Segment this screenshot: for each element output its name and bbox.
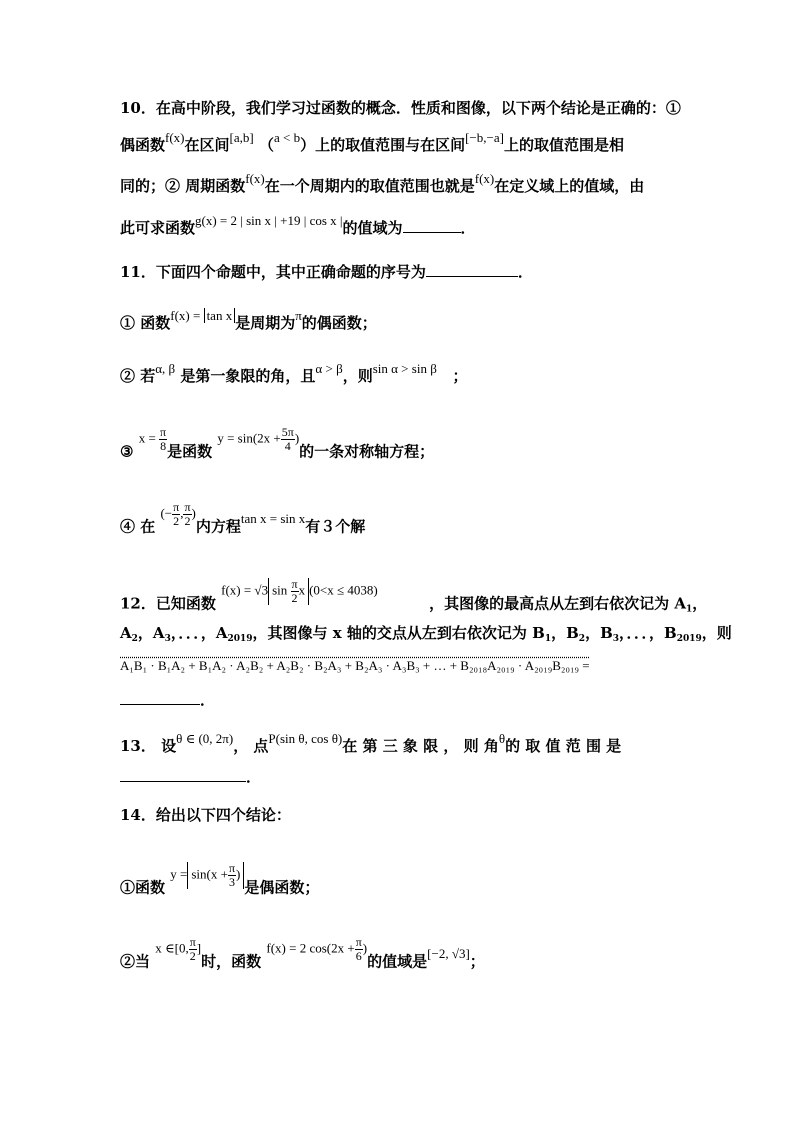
q14-text: ；: [469, 952, 485, 971]
q13-text: ．: [246, 768, 262, 786]
math-fx: f(x): [474, 171, 495, 186]
q14-stem: [120, 805, 291, 825]
q11-text: 是函数: [167, 442, 213, 461]
q13-text: ， 点: [233, 737, 269, 755]
answer-blank[interactable]: [120, 767, 246, 782]
q12-line-2: [120, 623, 732, 649]
math-part: −2, √3: [431, 946, 466, 962]
math-x-eq-pi8: [139, 426, 167, 453]
math-den: 6: [355, 949, 362, 963]
q11-text: 有３个解: [305, 517, 366, 536]
math-interval-pi2: [160, 501, 195, 528]
q10-text: 此可求函数: [120, 219, 196, 237]
q13-line-2: [120, 767, 261, 787]
q11-text: 11．下面四个命题中，其中正确命题的序号为: [120, 263, 426, 281]
math-num: π: [173, 500, 180, 514]
q10-text: 的值域为: [342, 219, 403, 237]
q12-text: A: [152, 624, 165, 642]
q12-line-4: [120, 690, 215, 710]
q10-text: 10．在高中阶段，我们学习过函数的概念．性质和图像，以下两个结论是正确的：①: [120, 99, 681, 117]
math-a-lt-b: a < b: [273, 130, 301, 145]
q11-text: ② 若: [120, 367, 156, 385]
math-tan-eq-sin: tan x = sin x: [240, 511, 306, 527]
math-den: 2: [184, 514, 191, 528]
q10-text: 在区间: [184, 136, 230, 154]
q12-text: 12．已知函数: [120, 594, 216, 613]
math-part: sin: [191, 866, 207, 882]
q11-text: 是周期为: [235, 314, 296, 332]
q12-text: B: [566, 624, 579, 642]
answer-blank[interactable]: [120, 690, 200, 705]
subscript: 2: [578, 634, 586, 644]
math-f-tan: [170, 308, 235, 323]
math-part: (−: [160, 505, 173, 521]
q11-text: 内方程: [195, 517, 241, 536]
math-part: f(x) =: [170, 308, 204, 323]
q10-text: 同的；② 周期函数: [120, 177, 246, 195]
q12-text: ，其图像的最高点从左到右依次记为 A: [429, 594, 686, 613]
math-part: x =: [138, 430, 156, 446]
q13-text: 在 第 三 象 限 ， 则 角: [342, 737, 499, 755]
q11-item-2: [120, 361, 468, 387]
math-part: x: [298, 582, 306, 598]
q11-text: ，则: [342, 367, 373, 385]
q12-text: ，: [692, 594, 708, 613]
math-alpha-beta: α, β: [155, 361, 176, 376]
q11-stem: [120, 262, 533, 282]
math-den: 8: [160, 439, 167, 453]
math-part: ): [191, 505, 196, 521]
q12-text: ，则: [701, 624, 732, 642]
subscript: 1: [544, 634, 552, 644]
math-sin-ineq: sin α > sin β: [372, 361, 437, 376]
q12-text: ，其图像与 x 轴的交点从左到右依次记为 B: [252, 624, 545, 642]
q11-text: 的一条对称轴方程；: [299, 442, 435, 461]
q12-text: B: [600, 624, 613, 642]
answer-blank[interactable]: [403, 218, 461, 233]
q12-text: ，: [551, 624, 567, 642]
math-part: x +: [210, 866, 228, 882]
q11-text: 的偶函数；: [301, 314, 377, 332]
math-theta-range: θ ∈ (0, 2π): [176, 731, 234, 746]
q12-line-1: [120, 577, 708, 619]
math-part: sin: [272, 582, 288, 598]
subscript: 1: [685, 604, 693, 615]
q10-line-2: [120, 130, 624, 156]
math-gx: g(x) = 2 | sin x | +19 | cos x |: [195, 213, 343, 228]
q10-line-3: [120, 171, 645, 197]
math-num: π: [355, 935, 362, 949]
q10-line-4: [120, 213, 476, 239]
q11-text: ．: [517, 263, 533, 281]
q11-item-4: [120, 500, 366, 542]
q10-line-1: [120, 98, 681, 118]
q12-text: A: [120, 624, 132, 642]
math-f-def: [221, 578, 429, 605]
q10-text: ．: [460, 219, 476, 237]
math-part: y =: [170, 866, 188, 882]
subscript: 3: [612, 634, 620, 644]
q10-text: 在一个周期内的取值范围也就是: [264, 177, 475, 195]
math-part: f(x) = 2 cos: [266, 940, 327, 956]
q13-line-1: [120, 731, 622, 757]
q13-text: 13． 设: [120, 737, 177, 755]
math-interval-ab: [a,b]: [229, 130, 254, 145]
q12-line-3: [120, 655, 590, 676]
math-part: 0,: [178, 940, 189, 956]
q12-text: ，．．．，B: [619, 624, 677, 642]
q14-text: 14．给出以下四个结论：: [120, 806, 291, 824]
math-num: π: [160, 425, 167, 439]
math-fx: f(x): [165, 130, 185, 145]
subscript: 2019: [227, 634, 253, 644]
q14-text: 是偶函数；: [244, 878, 320, 897]
math-theta: θ: [498, 731, 506, 746]
q11-text: ① 函数: [120, 314, 171, 332]
math-den: 4: [284, 439, 291, 453]
q10-text: ）上的取值范围与在区间: [300, 136, 466, 154]
math-part: (0<x ≤ 4038): [309, 582, 378, 598]
q14-text: ②当: [120, 952, 151, 971]
q14-item-2: [120, 935, 485, 977]
math-alpha-gt-beta: α > β: [315, 361, 343, 376]
q12-text: ．: [200, 691, 216, 709]
math-num: π: [184, 500, 191, 514]
math-part: ): [294, 430, 300, 446]
math-num: π: [189, 935, 196, 949]
q10-text: （: [258, 136, 274, 154]
math-part: f(x) = √3: [221, 582, 269, 598]
q11-text: ④ 在: [120, 517, 156, 536]
math-part: y = sin(2x +: [217, 430, 281, 446]
math-fx: f(x): [245, 171, 265, 186]
math-den: 2: [173, 514, 180, 528]
q10-text: 偶函数: [120, 136, 166, 154]
q11-text: ；: [452, 367, 468, 385]
math-y-sin: [217, 426, 299, 453]
subscript: 2019: [676, 634, 702, 644]
q12-text: ，．．．，A: [170, 624, 228, 642]
math-part: ,: [180, 505, 184, 521]
math-pi: π: [295, 308, 302, 323]
subscript: 2: [131, 634, 138, 644]
q14-text: ①函数: [120, 878, 166, 897]
subscript: 3: [164, 634, 171, 644]
math-den: 2: [291, 591, 298, 605]
math-num: π: [291, 577, 298, 591]
q14-text: 的值域是: [367, 952, 428, 971]
math-interval-neg: [−b,−a]: [465, 130, 504, 145]
q14-item-1: [120, 861, 320, 903]
q11-text: 是第一象限的角，且: [180, 367, 316, 385]
answer-blank[interactable]: [426, 262, 518, 277]
math-den: 3: [228, 875, 235, 889]
math-vector-sum: A₁B₁ · B₁A₂ + B₁A₂ · A₂B₂ + A₂B₂ · B₂A₃ + B₂A₃ · A₃B₃ + … + B₂₀₁₈A₂₀₁₉ · A₂₀₁₉B₂₀₁₉ =: [120, 658, 590, 673]
q10-text: 上的取值范围是相: [503, 136, 624, 154]
q12-text: ，: [585, 624, 601, 642]
math-f-cos: f(x) = 2 cos(2x + $\frac{\pi}{6}$ ): [266, 935, 368, 963]
math-point-P: P(sin θ, cos θ): [268, 731, 343, 746]
math-num: π: [228, 861, 236, 875]
math-part: x ∈: [155, 940, 175, 956]
q11-item-1: [120, 308, 377, 334]
math-x-interval: x ∈[0, $\frac{\pi}{2}$ ]: [155, 935, 202, 963]
q14-text: 时，函数: [201, 952, 262, 971]
math-den: 2: [189, 949, 196, 963]
q13-text: 的 取 值 范 围 是: [505, 737, 622, 755]
math-num: 5π: [281, 425, 294, 439]
math-part: tan x: [204, 308, 236, 323]
q10-text: 在定义域上的值域，由: [494, 177, 645, 195]
q11-text: ③: [120, 442, 134, 461]
math-range: [−2, √3]: [427, 946, 470, 962]
math-y-abs-sin: y = sin(x + $\frac{\pi}{3}$ ): [170, 862, 244, 889]
math-part: 2x +: [331, 940, 355, 956]
q12-text: ，: [137, 624, 153, 642]
